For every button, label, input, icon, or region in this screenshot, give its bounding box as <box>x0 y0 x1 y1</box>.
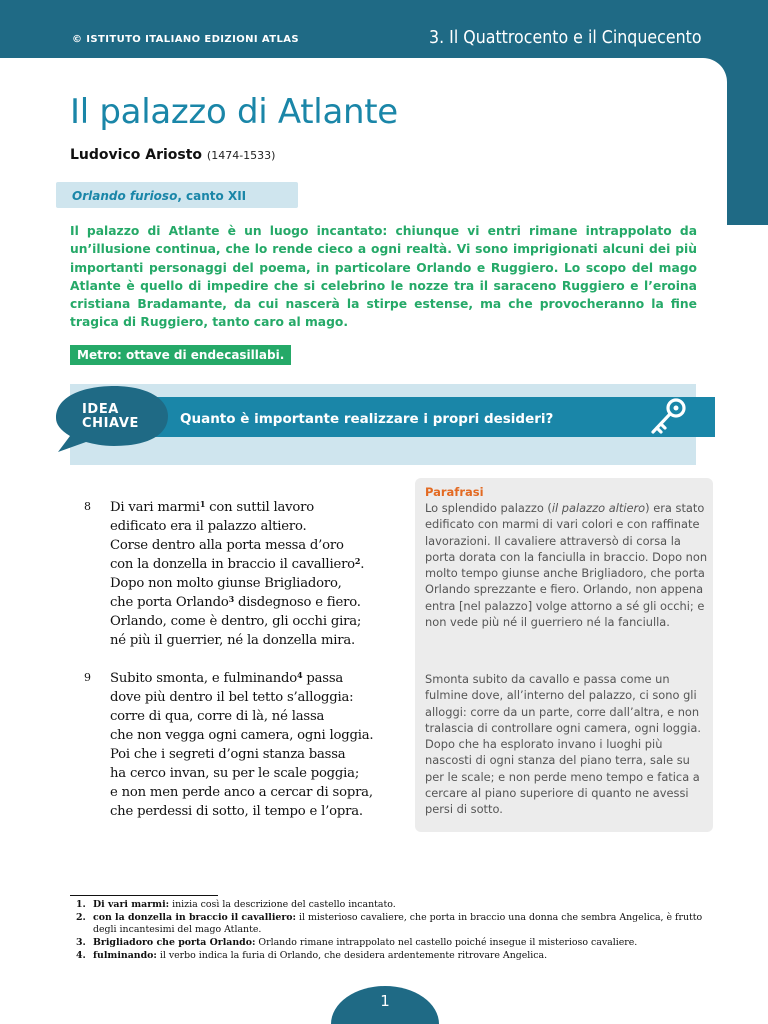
verse-line: dove più dentro il bel tetto s’alloggia: <box>110 690 354 705</box>
source-work: Orlando furioso <box>72 189 178 203</box>
verse-line: e non men perde anco a cercar di sopra, <box>110 785 373 800</box>
section-title: 3. Il Quattrocento e il Cinquecento <box>429 27 702 48</box>
key-icon <box>646 395 690 439</box>
page-sheet-right <box>727 225 768 1024</box>
verse-line: con la donzella in braccio il cavalliero$^2$. <box>110 556 365 572</box>
verse-line: Di vari marmi$^1$ con suttil lavoro <box>110 499 314 515</box>
verse-line: Dopo non molto giunse Brigliadoro, <box>110 576 342 591</box>
footnote-ref: 4 <box>297 670 303 680</box>
author-dates: (1474-1533) <box>206 149 276 162</box>
idea-chiave-question: Quanto è importante realizzare i propri desideri? <box>180 411 554 427</box>
page-number: 1 <box>380 992 390 1010</box>
author-line <box>70 147 275 163</box>
footnote-ref: 3 <box>228 594 234 604</box>
parafrasi-paragraph-2: Smonta subito da cavallo e passa come un fulmine dove, all’interno del palazzo, ci sono gli alloggi: corre da un parte, corre dall’altra, e non tralascia di controllare ogni camera, ogni loggia. Dopo che ha esplorato invano i luoghi più nascosti di ogni stanza del piano terra, sale su per le scale; e non perde meno tempo e fatica a cercare al piano superiore di quanto ne avessi persi di sotto. <box>425 672 701 817</box>
stanza-number: 8 <box>84 500 91 513</box>
verse-line: né più il guerrier, né la donzella mira. <box>110 633 356 648</box>
verse-line: che porta Orlando$^3$ disdegnoso e fiero. <box>110 594 361 610</box>
footnote-item: 4. fulminando: il verbo indica la furia di Orlando, che desidera ardentemente ritrovare Angelica. <box>76 949 548 961</box>
stanza-number: 9 <box>84 671 91 684</box>
footnote-item: 3. Brigliadoro che porta Orlando: Orlando rimane intrappolato nel castello poiché insegue il misterioso cavaliere. <box>76 937 638 949</box>
verse-line: Poi che i segreti d’ogni stanza bassa <box>110 747 346 762</box>
verse-line: corre di qua, corre di là, né lassa <box>110 709 325 724</box>
publisher-credit: © ISTITUTO ITALIANO EDIZIONI ATLAS <box>72 34 299 45</box>
source-line <box>72 189 246 203</box>
footnote-item: 2. con la donzella in braccio il cavalliero: il misterioso cavaliere, che porta in braccio una donna che sembra Angelica, è frutto degli incantesimi del mago Atlante. <box>76 911 703 936</box>
verse-line: Corse dentro alla porta messa d’oro <box>110 538 344 553</box>
footnote-item: 1. Di vari marmi: inizia così la descrizione del castello incantato. <box>76 899 396 910</box>
idea-chiave-label: IDEA CHIAVE <box>82 402 139 431</box>
source-canto: , canto XII <box>177 189 247 203</box>
footnote-ref: 1 <box>199 499 206 509</box>
verse-line: edificato era il palazzo altiero. <box>110 519 307 534</box>
verse-line: ha cerco invan, su per le scale poggia; <box>110 766 360 781</box>
intro-paragraph: Il palazzo di Atlante è un luogo incantato: chiunque vi entri rimane intrappolato da un’illusione continua, che lo rende cieco a ogni realtà. Vi sono imprigionati alcuni dei più importanti personaggi del poema, in particolare Orlando e Ruggiero. Lo scopo del mago Atlante è quello di impedire che si celebrino le nozze tra il saraceno Ruggiero e l’eroina cristiana Bradamante, da cui nascerà la stirpe estense, ma che provocheranno la fine tragica di Ruggiero, tanto caro al mago. <box>70 224 697 330</box>
verse-line: che non vegga ogni camera, ogni loggia. <box>110 728 374 743</box>
author-name: Ludovico Ariosto <box>70 147 203 163</box>
footnotes <box>76 899 706 963</box>
page-title: Il palazzo di Atlante <box>70 92 398 132</box>
parafrasi-title: Parafrasi <box>425 485 484 499</box>
verse-line: Orlando, come è dentro, gli occhi gira; <box>110 614 362 629</box>
metro-label: Metro: ottave di endecasillabi. <box>70 345 291 365</box>
footnote-divider <box>70 895 218 896</box>
verse-line: Subito smonta, e fulminando$^4$ passa <box>110 670 344 686</box>
footnote-ref: 2 <box>354 556 361 566</box>
parafrasi-paragraph-1: Lo splendido palazzo (il palazzo altiero) era stato edificato con marmi di vari colori e con raffinate lavorazioni. Il cavaliere attraversò di corsa la porta dorata con la fanciulla in braccio. Dopo non molto tempo giunse anche Brigliadoro, che porta Orlando sprezzante e fiero. Orlando, non appena entra [nel palazzo] volge attorno a sé gli occhi; e non vede più né il guerriero né la fanciulla. <box>425 501 708 630</box>
verse-line: che perdessi di sotto, il tempo e l’opra. <box>110 804 363 819</box>
